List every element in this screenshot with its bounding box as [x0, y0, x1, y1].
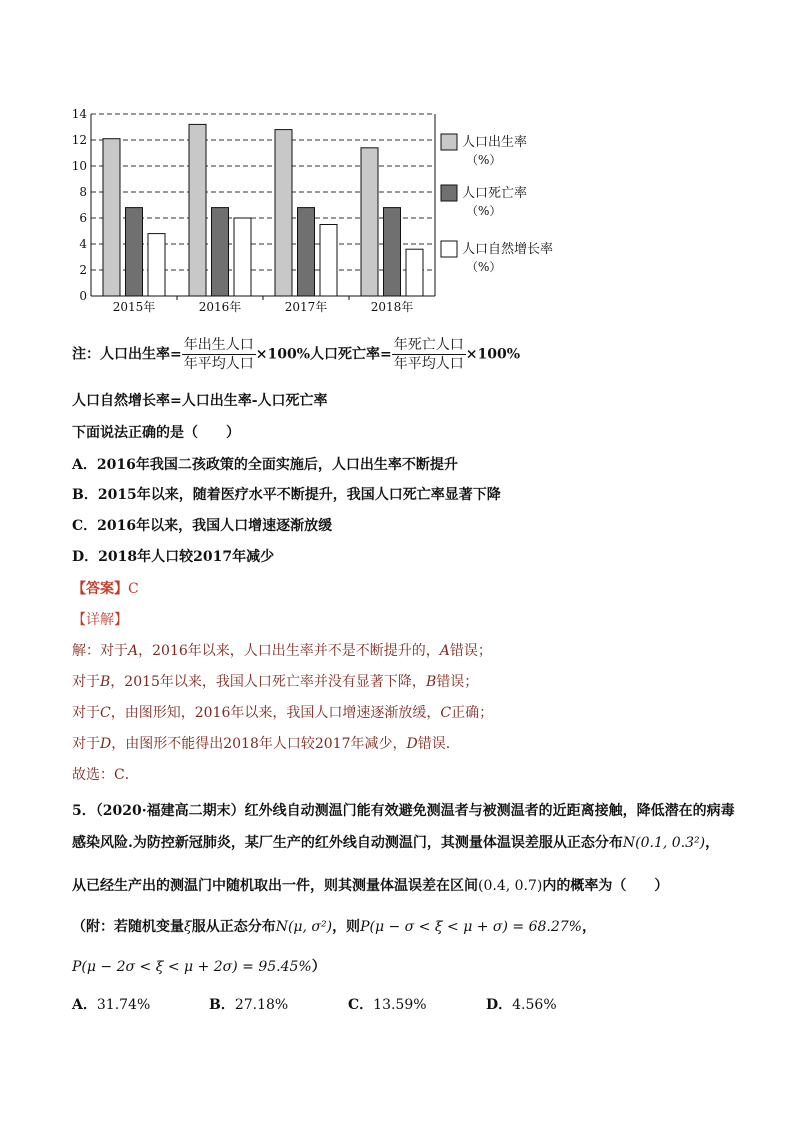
note-suffix: ×100% [465, 346, 520, 363]
q5-choice-b: B．27.18% [209, 997, 289, 1013]
explain-line: 对于D，由图形不能得出2018年人口较2017年减少，D错误. [72, 736, 451, 752]
conclusion: 故选：C． [72, 767, 139, 783]
y-tick-label: 14 [71, 107, 87, 121]
q5-hint: （附：若随机变量ξ服从正态分布N(μ, σ²)，则P(μ − σ < ξ < μ + σ) = 68.27%， [72, 919, 596, 935]
birth-rate-fraction [182, 336, 256, 373]
q5-choice-a: A．31.74% [72, 997, 151, 1013]
answer-label: 【答案】 [72, 581, 128, 597]
explain-line: 对于B，2015年以来，我国人口死亡率并没有显著下降，B错误； [72, 674, 479, 690]
y-tick-label: 0 [79, 289, 87, 303]
note-prefix: 注：人口出生率= [72, 346, 182, 363]
prob-two-sigma: P(μ − 2σ < ξ < μ + 2σ) = 95.45% [72, 959, 312, 975]
population-bar-chart [0, 0, 794, 330]
bar [320, 225, 337, 297]
death-numerator: 年死亡人口 [393, 337, 464, 353]
q5-choice-d: D．4.56% [486, 997, 557, 1013]
bar [148, 234, 165, 296]
y-tick-label: 2 [79, 263, 87, 277]
y-tick-label: 4 [79, 237, 87, 251]
legend-unit: （%） [466, 204, 502, 218]
answer-line [72, 580, 139, 598]
y-tick-label: 8 [79, 185, 87, 199]
legend-label: 人口出生率 [462, 135, 528, 150]
x-tick-label: 2018年 [370, 300, 414, 314]
legend-swatch [441, 241, 457, 257]
normal-dist-expr: N(0.1, 0.3²) [622, 835, 706, 851]
explain-line: 对于C，由图形知，2016年以来，我国人口增速逐渐放缓，C正确； [72, 705, 494, 721]
q5-line3: 从已经生产出的测温门中随机取出一件，则其测量体温误差在区间(0.4, 0.7)内的概率为（ ） [72, 878, 669, 894]
legend-swatch [441, 185, 457, 201]
x-tick-label: 2017年 [284, 300, 328, 314]
bar [275, 130, 292, 296]
bar [212, 208, 229, 296]
detail-label: 【详解】 [72, 612, 128, 628]
death-denominator: 年平均人口 [393, 356, 464, 372]
bar [406, 249, 423, 296]
natural-growth-formula: 人口自然增长率=人口出生率-人口死亡率 [72, 393, 328, 409]
q5-hint-2: P(μ − 2σ < ξ < μ + 2σ) = 95.45%） [72, 959, 326, 975]
explain-line: 解：对于A，2016年以来，人口出生率并不是不断提升的，A错误； [72, 643, 492, 659]
option-c: C．2016年以来，我国人口增速逐渐放缓 [72, 518, 333, 534]
question-stem: 下面说法正确的是（ ） [72, 425, 240, 441]
death-rate-fraction [392, 336, 466, 373]
q5-line2: 感染风险.为防控新冠肺炎，某厂生产的红外线自动测温门，其测量体温误差服从正态分布N(0.1, 0.3²)， [72, 835, 720, 851]
bar [189, 124, 206, 296]
y-tick-label: 10 [71, 159, 87, 173]
bar [234, 218, 251, 296]
birth-denominator: 年平均人口 [183, 356, 254, 372]
legend-unit: （%） [466, 260, 502, 274]
answer-value: C [128, 581, 139, 597]
legend-label: 人口自然增长率 [462, 242, 554, 257]
note-mid: ×100%人口死亡率= [255, 346, 392, 363]
legend-label: 人口死亡率 [462, 186, 528, 201]
option-b: B．2015年以来，随着医疗水平不断提升，我国人口死亡率显著下降 [72, 487, 501, 503]
legend-swatch [441, 134, 457, 150]
x-tick-label: 2016年 [198, 300, 242, 314]
bar [126, 208, 143, 296]
interval-expr: (0.4, 0.7) [478, 878, 543, 894]
bar [361, 148, 378, 296]
birth-numerator: 年出生人口 [183, 337, 254, 353]
rate-definition-note [72, 336, 520, 373]
legend-unit: （%） [466, 153, 502, 167]
q5-choice-c: C．13.59% [348, 997, 427, 1013]
y-tick-label: 12 [71, 133, 87, 147]
option-a: A．2016年我国二孩政策的全面实施后，人口出生率不断提升 [72, 457, 458, 473]
prob-one-sigma: P(μ − σ < ξ < μ + σ) = 68.27% [360, 919, 582, 935]
option-d: D．2018年人口较2017年减少 [72, 549, 275, 565]
x-tick-label: 2015年 [112, 300, 156, 314]
y-tick-label: 6 [79, 211, 87, 225]
bar [384, 208, 401, 296]
bar [298, 208, 315, 296]
bar [103, 139, 120, 296]
q5-line1: 5．（2020·福建高二期末）红外线自动测温门能有效避免测温者与被测温者的近距离接触，降低潜在的病毒 [72, 803, 735, 819]
